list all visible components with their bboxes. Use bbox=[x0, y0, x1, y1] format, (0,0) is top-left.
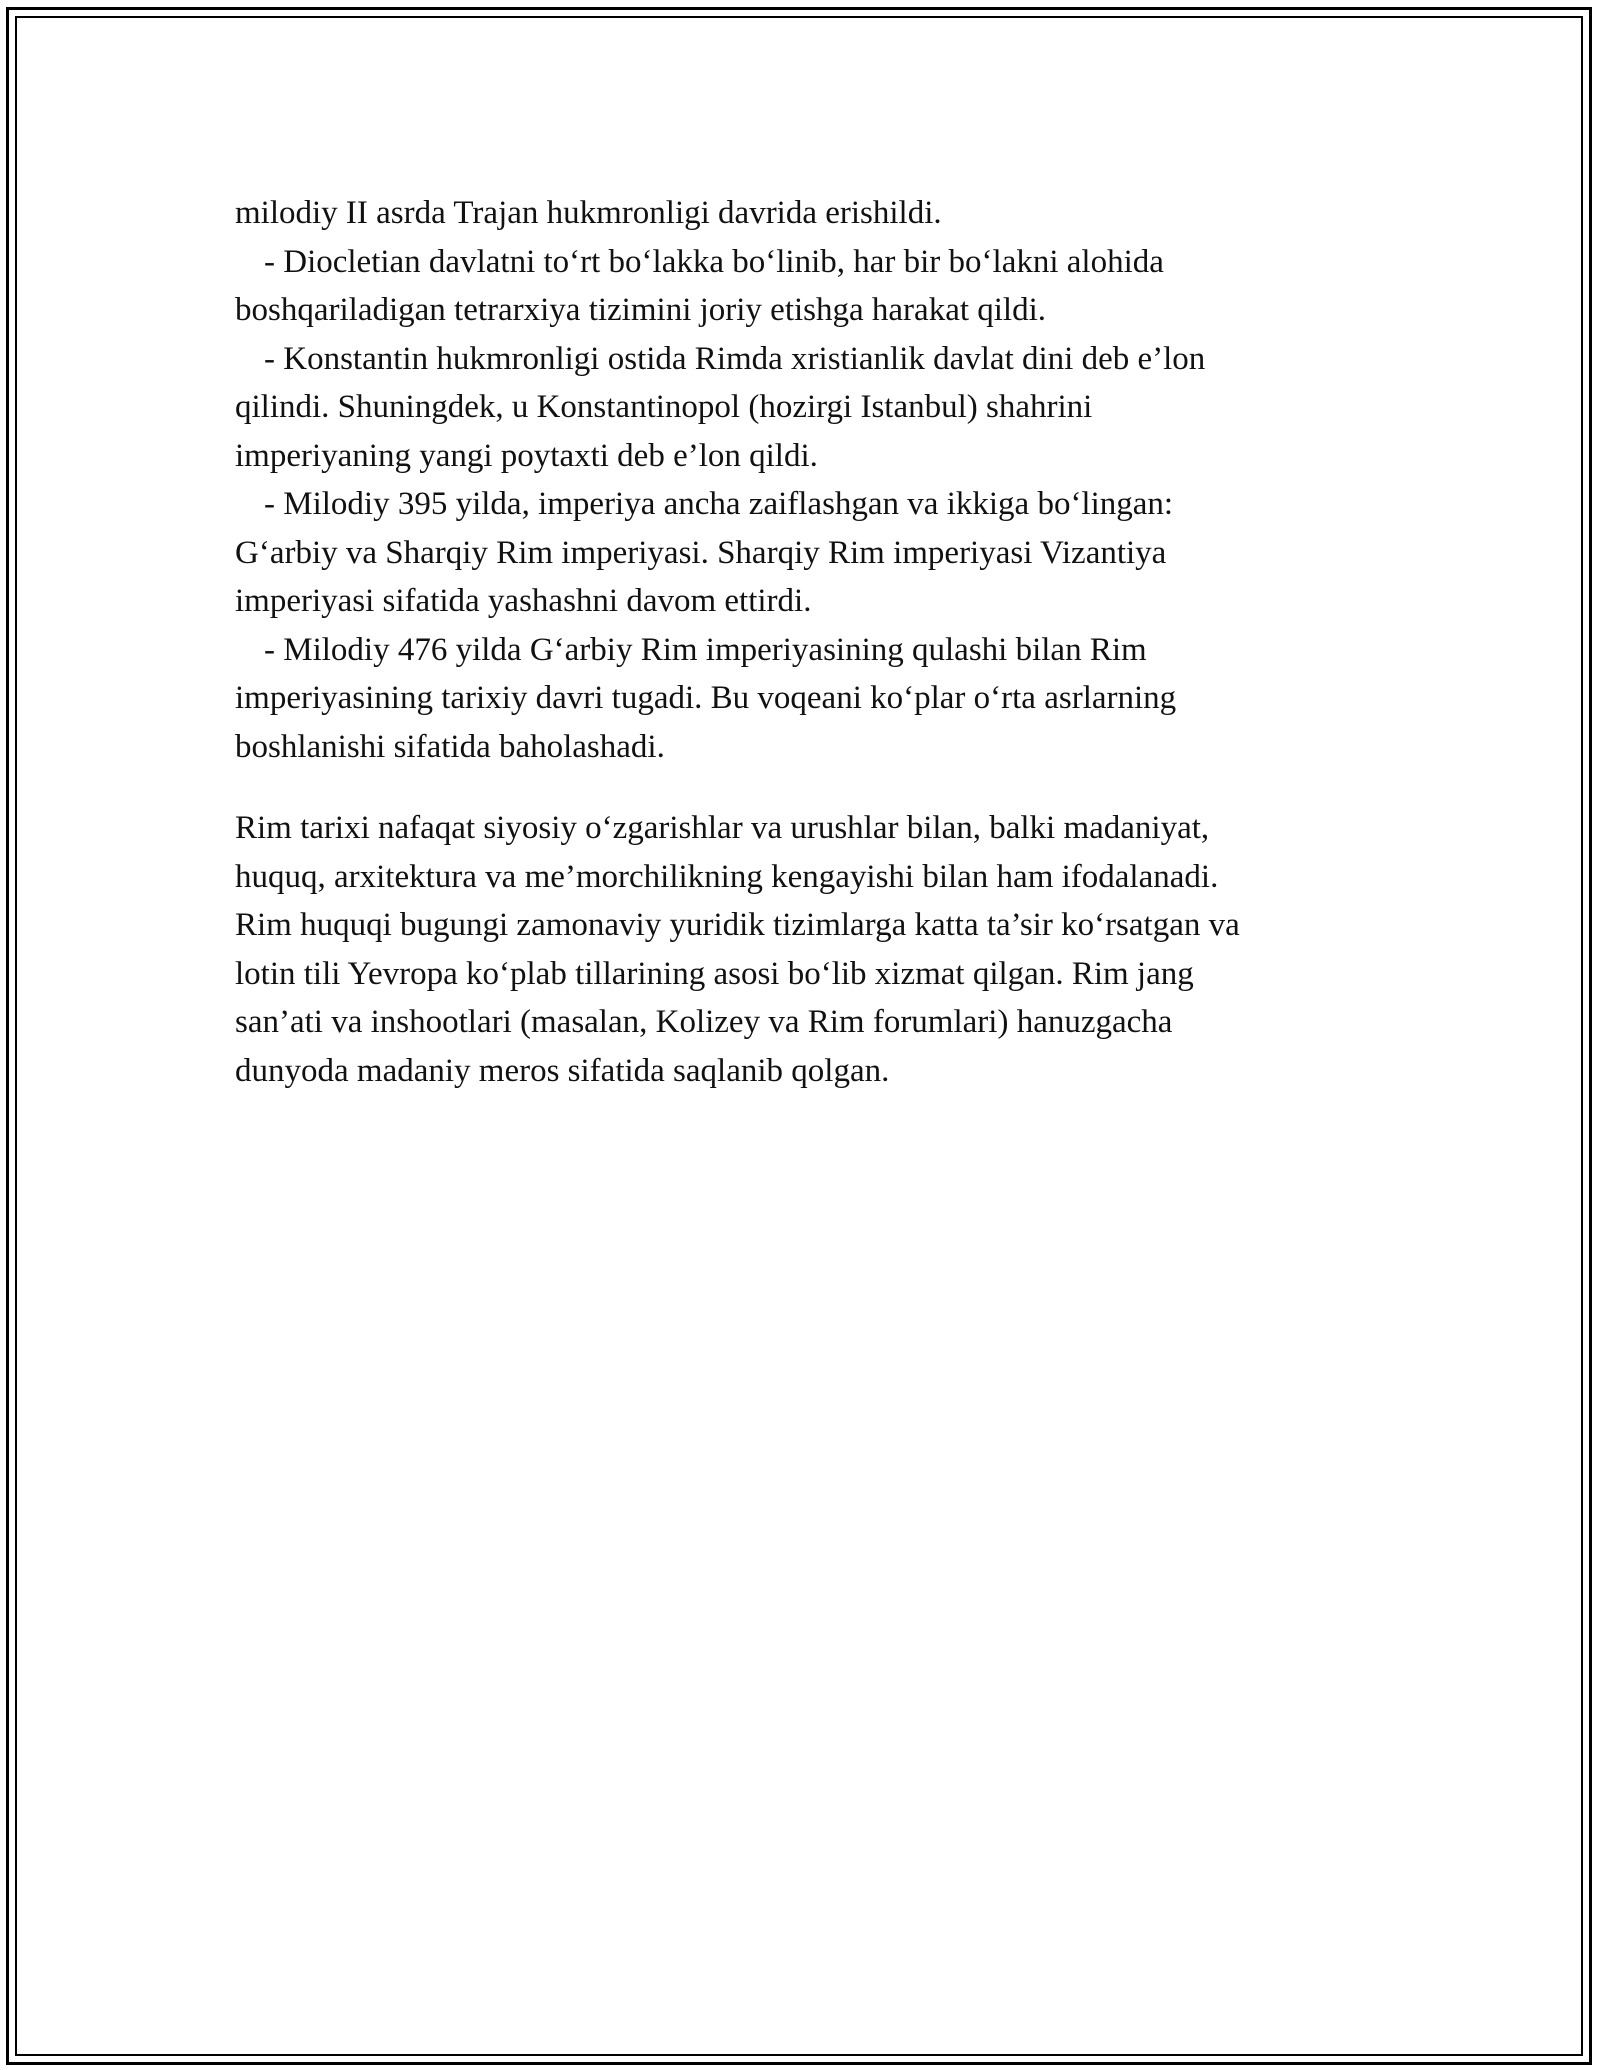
document-body bbox=[235, 189, 1375, 1095]
text-line: boshqariladigan tetrarxiya tizimini joriy etishga harakat qildi. bbox=[235, 292, 1047, 328]
text-line: dunyoda madaniy meros sifatida saqlanib qolgan. bbox=[235, 1052, 890, 1089]
text-line: san’ati va inshootlari (masalan, Kolizey va Rim forumlari) hanuzgacha bbox=[235, 1004, 1173, 1040]
list-item-diocletian: - Diocletian davlatni to‘rt bo‘lakka bo‘linib, har bir bo‘lakni alohida bbox=[264, 243, 1164, 280]
text-line: imperiyasining tarixiy davri tugadi. Bu voqeani ko‘plar o‘rta asrlarning bbox=[235, 680, 1177, 716]
text-line: Rim huquqi bugungi zamonaviy yuridik tizimlarga katta ta’sir ko‘rsatgan va bbox=[235, 907, 1240, 943]
history-list-paragraph bbox=[235, 189, 1375, 771]
text-line: huquq, arxitektura va me’morchilikning kengayishi bilan ham ifodalanadi. bbox=[235, 858, 1219, 895]
text-line: lotin tili Yevropa ko‘plab tillarining asosi bo‘lib xizmat qilgan. Rim jang bbox=[235, 955, 1194, 992]
text-line: imperiyaning yangi poytaxti deb e’lon qildi. bbox=[235, 437, 818, 474]
legacy-paragraph bbox=[235, 804, 1375, 1095]
list-item-konstantin: - Konstantin hukmronligi ostida Rimda xristianlik davlat dini deb e’lon bbox=[264, 340, 1206, 377]
list-item-476: - Milodiy 476 yilda G‘arbiy Rim imperiyasining qulashi bilan Rim bbox=[264, 631, 1147, 668]
text-line: qilindi. Shuningdek, u Konstantinopol (hozirgi Istanbul) shahrini bbox=[235, 389, 1093, 425]
text-line: imperiyasi sifatida yashashni davom ettirdi. bbox=[235, 583, 812, 619]
text-line: milodiy II asrda Trajan hukmronligi davrida erishildi. bbox=[235, 195, 942, 231]
paragraph-gap bbox=[235, 771, 1375, 804]
list-item-395: - Milodiy 395 yilda, imperiya ancha zaiflashgan va ikkiga bo‘lingan: bbox=[264, 486, 1174, 522]
text-line: Rim tarixi nafaqat siyosiy o‘zgarishlar va urushlar bilan, balki madaniyat, bbox=[235, 810, 1210, 846]
text-line: boshlanishi sifatida baholashadi. bbox=[235, 728, 665, 765]
text-line: G‘arbiy va Sharqiy Rim imperiyasi. Sharqiy Rim imperiyasi Vizantiya bbox=[235, 534, 1167, 571]
